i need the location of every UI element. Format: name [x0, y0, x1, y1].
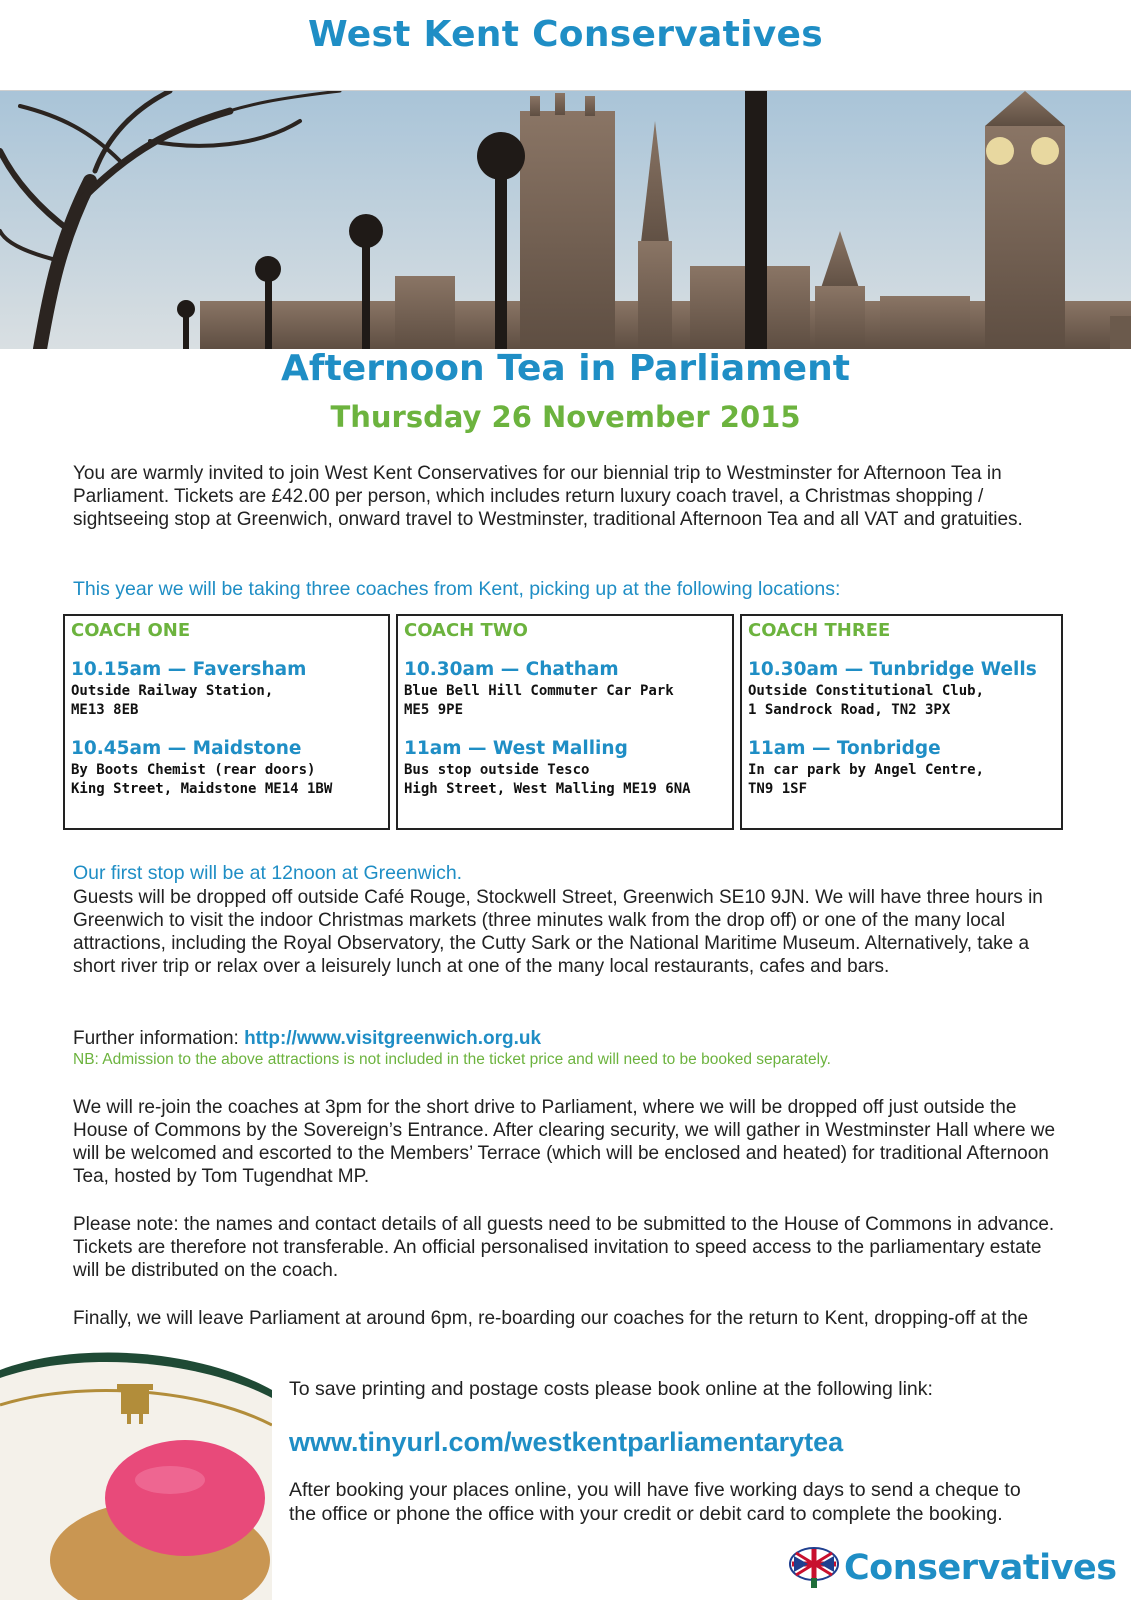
coach-box-one — [63, 614, 390, 830]
further-info — [73, 1027, 1063, 1050]
logo-text: Conservatives — [844, 1548, 1117, 1588]
greenwich-heading: Our first stop will be at 12noon at Greenwich. — [73, 862, 463, 884]
org-title: West Kent Conservatives — [308, 14, 823, 55]
stop-time: 10.30am — Chatham — [404, 659, 619, 680]
afternoon-tea-photo — [0, 1330, 272, 1600]
parliament-paragraph: We will re-join the coaches at 3pm for the short drive to Parliament, where we will be dropped off just outside the House of Commons by the Sovereign’s Entrance. After clearing security, we will gather in Westminster Hall where we will be welcomed and escorted to the Members’ Terrace (which will be enclosed and heated) for traditional Afternoon Tea, hosted by Tom Tugendhat MP. — [73, 1097, 1056, 1187]
booking-link[interactable]: www.tinyurl.com/westkentparliamentarytea — [289, 1427, 844, 1457]
further-info-label: Further information: — [73, 1028, 239, 1049]
event-date: Thursday 26 November 2015 — [330, 400, 801, 434]
stop-address: Outside Railway Station, ME13 8EB — [71, 683, 274, 718]
oak-tree-logo-icon — [788, 1546, 840, 1590]
coach-name: COACH TWO — [404, 620, 528, 641]
stop-time: 10.15am — Faversham — [71, 659, 307, 680]
stop-address: Outside Constitutional Club, 1 Sandrock Road, TN2 3PX — [748, 683, 985, 718]
final-paragraph: Finally, we will leave Parliament at around 6pm, re-boarding our coaches for the return to Kent, dropping-off at the — [73, 1308, 1029, 1329]
stop-time: 10.30am — Tunbridge Wells — [748, 659, 1037, 680]
coaches-lead: This year we will be taking three coaches from Kent, picking up at the following locations: — [73, 578, 841, 600]
note-paragraph: Please note: the names and contact details of all guests need to be submitted to the House of Commons in advance. Tickets are therefore not transferable. An official personalised invitation to speed access to the parliamentary estate will be distributed on the coach. — [73, 1214, 1055, 1281]
stop-address: In car park by Angel Centre, TN9 1SF — [748, 762, 985, 797]
stop-time: 11am — Tonbridge — [748, 738, 941, 759]
visitgreenwich-link[interactable]: http://www.visitgreenwich.org.uk — [244, 1028, 542, 1049]
coach-box-three — [740, 614, 1063, 830]
stop-time: 11am — West Malling — [404, 738, 628, 759]
intro-paragraph: You are warmly invited to join West Kent Conservatives for our biennial trip to Westminster for Afternoon Tea in Parliament. Tickets are £42.00 per person, which includes return luxury coach travel, a Christmas shopping / sightseeing stop at Greenwich, onward travel to Westminster, traditional Afternoon Tea and all VAT and gratuities. — [73, 463, 1023, 530]
stop-time: 10.45am — Maidstone — [71, 738, 302, 759]
admission-note: NB: Admission to the above attractions is not included in the ticket price and will need to be booked separately. — [73, 1051, 831, 1068]
stop-address: Blue Bell Hill Commuter Car Park ME5 9PE — [404, 683, 674, 718]
coach-box-two — [396, 614, 734, 830]
greenwich-paragraph: Guests will be dropped off outside Café Rouge, Stockwell Street, Greenwich SE10 9JN. We will have three hours in Greenwich to visit the indoor Christmas markets (three minutes walk from the drop off) or one of the many local attractions, including the Royal Observatory, the Cutty Sark or the National Maritime Museum. Alternatively, take a short river trip or relax over a leisurely lunch at one of the many local restaurants, cafes and bars. — [73, 887, 1043, 977]
coach-name: COACH THREE — [748, 620, 891, 641]
westminster-photo — [0, 90, 1131, 349]
event-title: Afternoon Tea in Parliament — [281, 348, 850, 389]
stop-address: By Boots Chemist (rear doors) King Street, Maidstone ME14 1BW — [71, 762, 333, 797]
booking-lead: To save printing and postage costs please book online at the following link: — [289, 1378, 933, 1400]
stop-address: Bus stop outside Tesco High Street, West Malling ME19 6NA — [404, 762, 691, 797]
booking-after: After booking your places online, you will have five working days to send a cheque to the office or phone the office with your credit or debit card to complete the booking. — [289, 1479, 1021, 1525]
conservatives-logo — [788, 1542, 1117, 1594]
coach-name: COACH ONE — [71, 620, 191, 641]
